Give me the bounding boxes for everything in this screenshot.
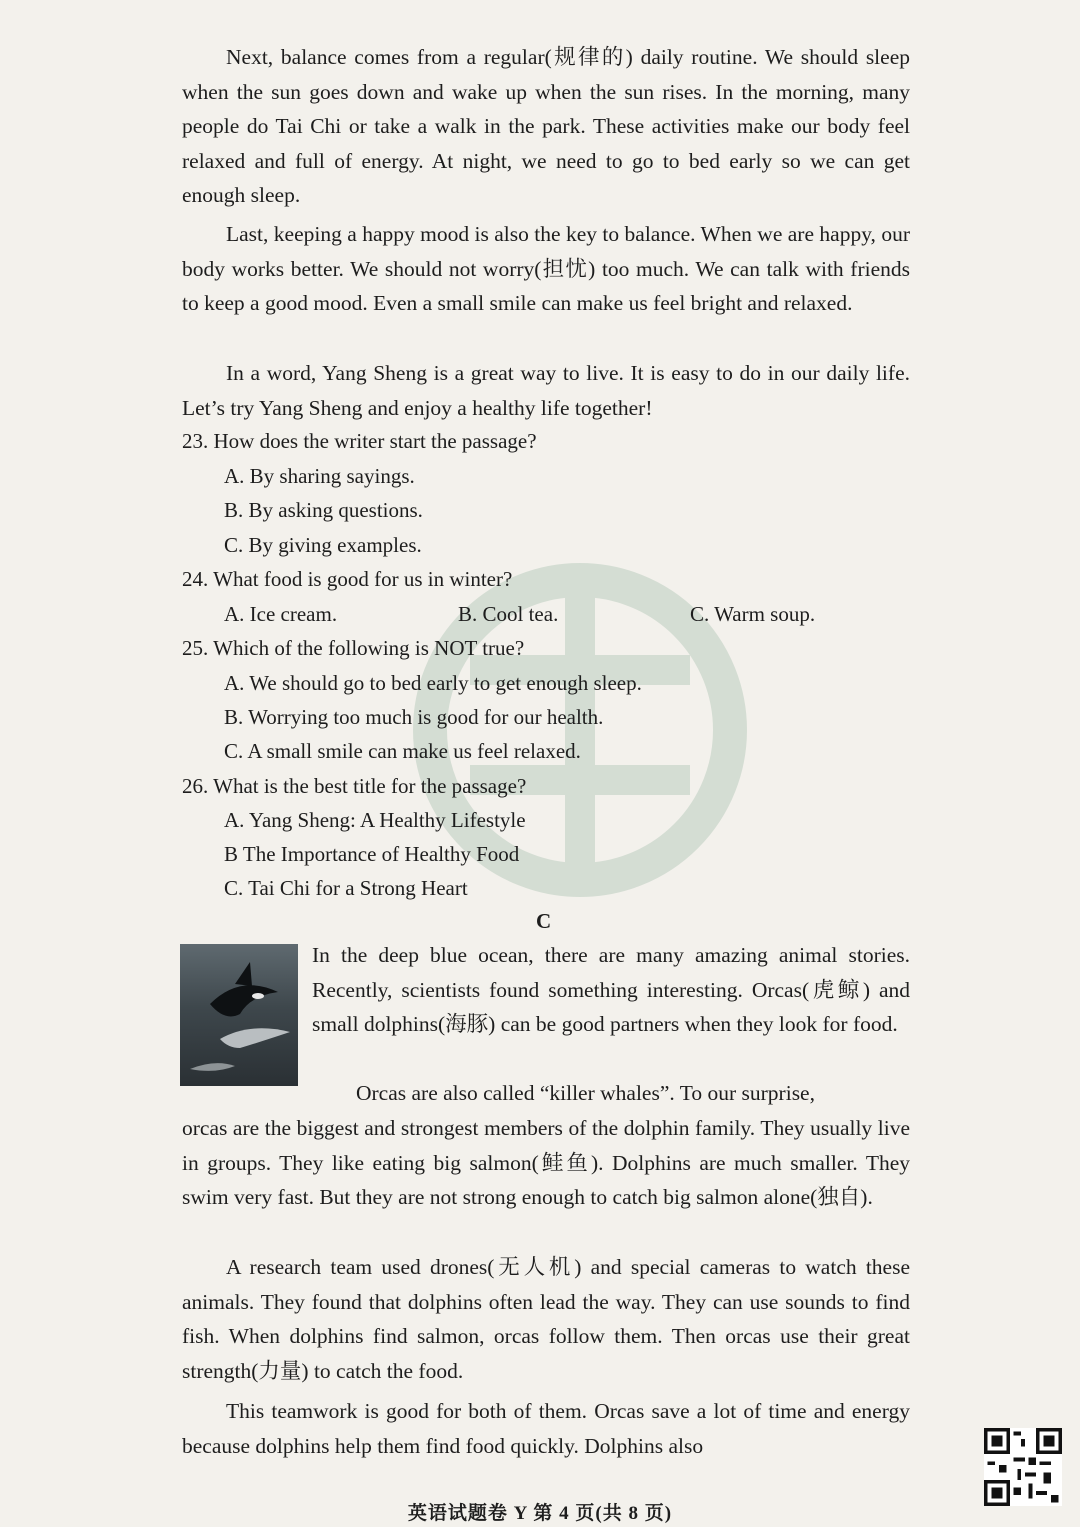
- question-24: 24. What food is good for us in winter?: [182, 567, 513, 591]
- page-footer: 英语试题卷 Y 第 4 页(共 8 页): [407, 1503, 673, 1524]
- question-23-option-c: C. By giving examples.: [224, 533, 422, 557]
- question-23-option-a: A. By sharing sayings.: [224, 464, 415, 488]
- question-23-option-b: B. By asking questions.: [224, 498, 423, 522]
- qr-code-icon: [984, 1428, 1062, 1506]
- question-25-option-b: B. Worrying too much is good for our health.: [224, 705, 604, 729]
- paragraph-orcas: orcas are the biggest and strongest members of the dolphin family. They usually live in groups. They like eating big salmon(鲑鱼). Dolphins are much smaller. They swim very fast. But they are not strong enough to catch big salmon alone(独自).: [182, 1116, 910, 1210]
- question-26-option-a: A. Yang Sheng: A Healthy Lifestyle: [224, 808, 526, 832]
- question-24-option-b: B. Cool tea.: [458, 602, 559, 626]
- question-26-option-c: C. Tai Chi for a Strong Heart: [224, 876, 468, 900]
- paragraph-teamwork: This teamwork is good for both of them. Orcas save a lot of time and energy because dolphins help them find food quickly. Dolphins also: [182, 1399, 910, 1458]
- question-23: 23. How does the writer start the passage?: [182, 429, 537, 453]
- question-24-option-a: A. Ice cream.: [224, 602, 338, 626]
- paragraph-mood: Last, keeping a happy mood is also the key to balance. When we are happy, our body works better. We should not worry(担忧) too much. We can talk with friends to keep a good mood. Even a small smile can make us feel bright and relaxed.: [182, 222, 910, 316]
- question-24-option-c: C. Warm soup.: [690, 602, 816, 626]
- question-25-option-a: A. We should go to bed early to get enough sleep.: [224, 671, 642, 695]
- orca-dolphin-photo: [180, 944, 298, 1086]
- question-25-option-c: C. A small smile can make us feel relaxed.: [224, 739, 581, 763]
- question-25: 25. Which of the following is NOT true?: [182, 636, 525, 660]
- paragraph-research: A research team used drones(无人机) and special cameras to watch these animals. They found that dolphins often lead the way. They can use sounds to find fish. When dolphins find salmon, orcas follow them. Then orcas use their great strength(力量) to catch the food.: [182, 1255, 910, 1383]
- paragraph-ocean-intro: In the deep blue ocean, there are many amazing animal stories. Recently, scientists found something interesting. Orcas(虎鲸) and small dolphins(海豚) can be good partners when they look for food.: [312, 943, 910, 1037]
- paragraph-routine: Next, balance comes from a regular(规律的) daily routine. We should sleep when the sun goes down and wake up when the sun rises. In the morning, many people do Tai Chi or take a walk in the park. These activities make our body feel relaxed and full of energy. At night, we need to go to bed early so we can get enough sleep.: [182, 45, 910, 208]
- paragraph-conclusion: In a word, Yang Sheng is a great way to live. It is easy to do in our daily life. Let’s try Yang Sheng and enjoy a healthy life together!: [182, 361, 910, 420]
- section-c-heading: C: [536, 909, 552, 933]
- question-26: 26. What is the best title for the passage?: [182, 774, 527, 798]
- paragraph-orcas-line1: Orcas are also called “killer whales”. To our surprise,: [356, 1081, 815, 1105]
- question-26-option-b: B The Importance of Healthy Food: [224, 842, 520, 866]
